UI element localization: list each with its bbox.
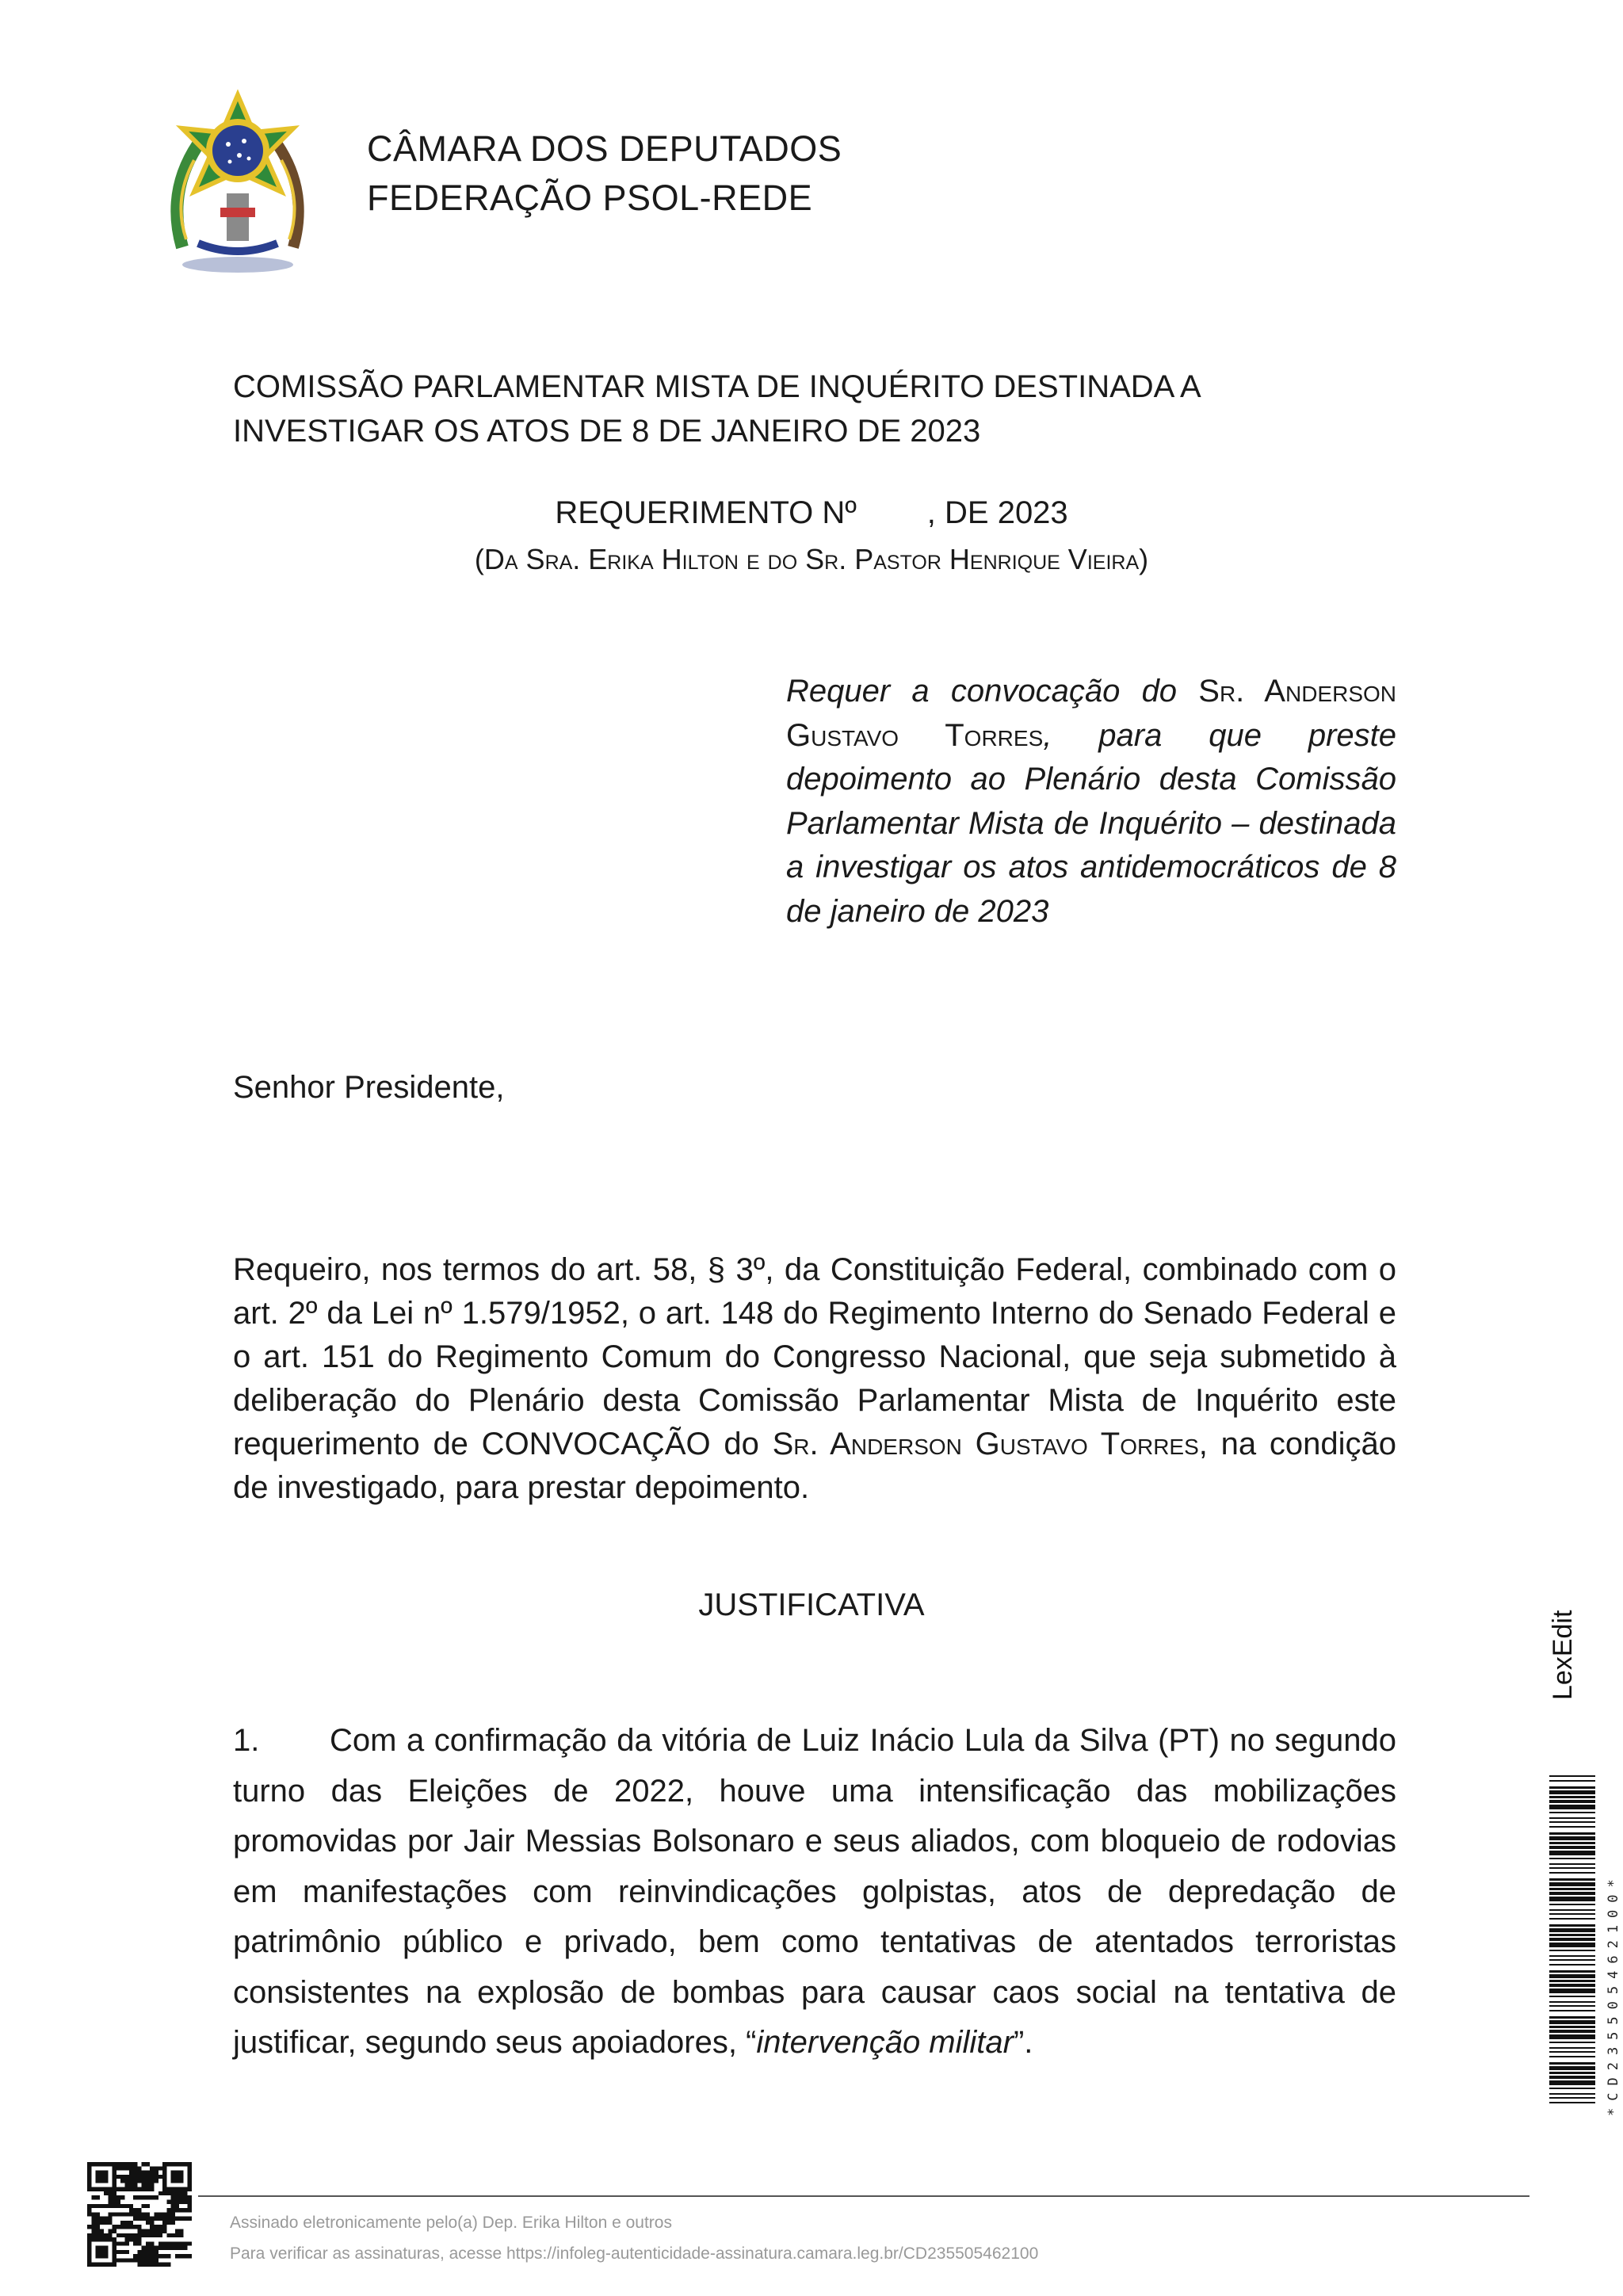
- header-federation: FEDERAÇÃO PSOL-REDE: [367, 178, 813, 218]
- paragraph-number: 1.: [233, 1723, 260, 1758]
- body-person-name: Sr. Anderson Gustavo Torres: [772, 1427, 1199, 1461]
- barcode-code: *CD235505462100*: [1606, 1872, 1621, 2116]
- ementa-person-name: Sr. Anderson Gustavo Torres: [786, 674, 1396, 753]
- request-title: REQUERIMENTO Nº , DE 2023: [555, 495, 1068, 530]
- lexedit-brand: LexEdit: [1548, 1610, 1578, 1700]
- verification-qr-code[interactable]: [87, 2162, 192, 2267]
- footer-verify-link[interactable]: Para verificar as assinaturas, acesse https://infoleg-autenticidade-assinatura.camara.leg.br/CD235505462100: [230, 2244, 1039, 2263]
- commission-title: COMISSÃO PARLAMENTAR MISTA DE INQUÉRITO DESTINADA A INVESTIGAR OS ATOS DE 8 DE JANEIRO DE 2023: [233, 369, 1200, 449]
- request-body: Requeiro, nos termos do art. 58, § 3º, da Constituição Federal, combinado com o art. 2º da Lei nº 1.579/1952, o art. 148 do Regimento Interno do Senado Federal e o art. 151 do Regimento Comum do Congresso Nacional, que seja submetido à deliberação do Plenário desta Comissão Parlamentar Mista de Inquérito este requerimento de CONVOCAÇÃO do Sr. Anderson Gustavo Torres, na condição de investigado, para prestar depoimento.: [233, 1252, 1396, 1505]
- document-barcode: [1549, 1775, 1595, 2108]
- greeting: Senhor Presidente,: [233, 1070, 505, 1105]
- justification-heading: JUSTIFICATIVA: [698, 1587, 925, 1622]
- justification-paragraph-1: 1. Com a confirmação da vitória de Luiz Inácio Lula da Silva (PT) no segundo turno das Eleições de 2022, houve uma intensificação das mobilizações promovidas por Jair Messias Bolsonaro e seus aliados, com bloqueio de rodovias em manifestações com reinvindicações golpistas, atos de depredação de patrimônio público e privado, bem como tentativas de atentados terroristas consistentes na explosão de bombas para causar caos social na tentativa de justificar, segundo seus apoiadores, “intervenção militar”.: [233, 1716, 1396, 2069]
- header-institution: CÂMARA DOS DEPUTADOS: [367, 128, 842, 169]
- ementa: Requer a convocação do Sr. Anderson Gustavo Torres, para que preste depoimento ao Plenário desta Comissão Parlamentar Mista de Inquérito – destinada a investigar os atos antidemocráticos de 8 de janeiro de 2023: [786, 674, 1397, 929]
- footer-divider: [198, 2195, 1529, 2197]
- coat-of-arms-seal: [151, 89, 325, 279]
- footer-signed-by: Assinado eletronicamente pelo(a) Dep. Erika Hilton e outros: [230, 2214, 672, 2232]
- request-authors: (Da Sra. Erika Hilton e do Sr. Pastor Henrique Vieira): [474, 543, 1149, 575]
